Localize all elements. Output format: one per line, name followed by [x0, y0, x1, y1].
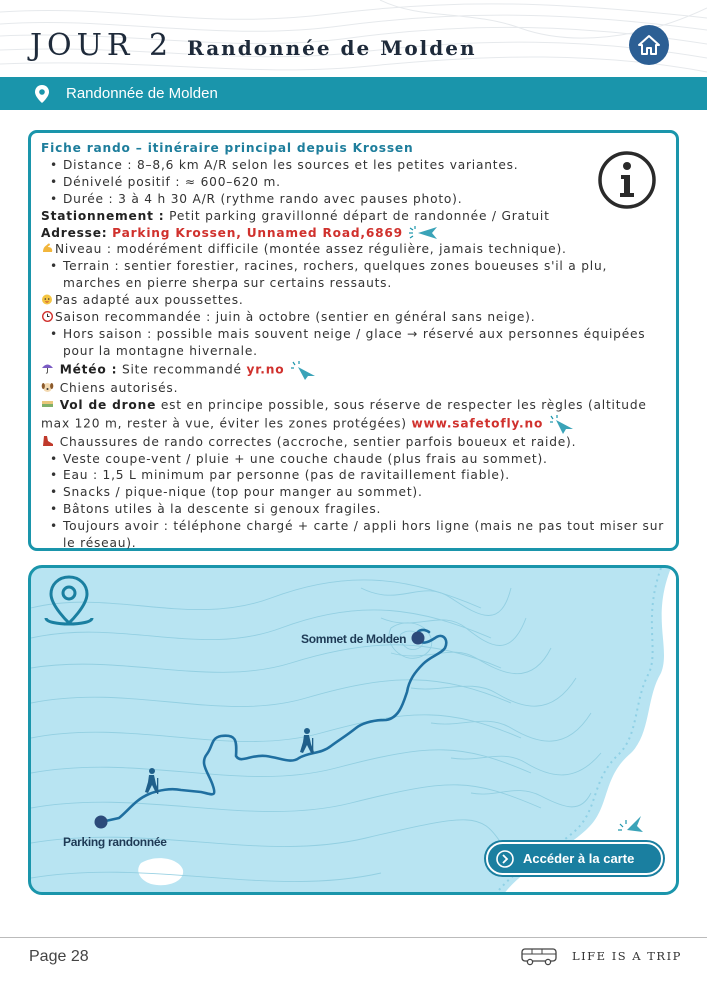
- location-pin-icon: [46, 577, 92, 624]
- list-item: • Toujours avoir : téléphone chargé + carte / appli hors ligne (mais ne pas tout miser sur le réseau).: [50, 519, 665, 551]
- list-item: • Hors saison : possible mais souvent neige / glace → réservé aux personnes équipées pour la montagne hivernale.: [50, 326, 646, 358]
- card-heading: Fiche rando – itinéraire principal depuis Krossen: [41, 141, 414, 155]
- drone-line: Vol de drone est en principe possible, sous réserve de respecter les règles (altitude max 120 m, rester à vue, éviter les zones protégées) www.safetofly.no: [41, 397, 666, 434]
- dog-icon: [41, 381, 54, 393]
- day-title: JOUR 2: [30, 28, 174, 63]
- click-cursor-icon: [408, 225, 438, 241]
- list-item: • Veste coupe-vent / pluie + une couche chaude (plus frais au sommet).: [50, 451, 548, 466]
- hike-info-card: [28, 130, 679, 551]
- brand-name: LIFE IS A TRIP: [572, 949, 682, 963]
- flexed-arm-icon: [41, 242, 54, 254]
- address-line: Adresse: Parking Krossen, Unnamed Road,6869: [41, 225, 666, 242]
- open-map-button[interactable]: [486, 842, 663, 875]
- summit-marker[interactable]: [412, 632, 425, 645]
- parking-label: Parking randonnée: [63, 835, 167, 849]
- yr-link[interactable]: yr.no: [246, 362, 285, 377]
- list-item: • Bâtons utiles à la descente si genoux fragiles.: [50, 502, 382, 517]
- list-item: • Terrain : sentier forestier, racines, rochers, quelques zones boueuses s'il a plu, marches en pierre sherpa sur certains ressauts.: [50, 259, 608, 291]
- open-map-label: Accéder à la carte: [523, 851, 635, 866]
- brand: [520, 946, 682, 966]
- saison-line: Saison recommandée : juin à octobre (sentier en général sans neige).: [41, 309, 666, 326]
- home-button[interactable]: [629, 25, 669, 65]
- list-item: • Dénivelé positif : ≈ 600–620 m.: [50, 174, 281, 189]
- parking-line: Stationnement : Petit parking gravillonné départ de randonnée / Gratuit: [41, 208, 550, 223]
- safetofly-link[interactable]: www.safetofly.no: [411, 416, 544, 431]
- chiens-line: Chiens autorisés.: [41, 380, 666, 397]
- list-item: • Snacks / pique-nique (top pour manger au sommet).: [50, 485, 423, 500]
- hiking-boot-icon: [41, 435, 54, 447]
- umbrella-icon: [41, 362, 54, 374]
- list-item: • Distance : 8–8,6 km A/R selon les sources et les petites variantes.: [50, 157, 519, 172]
- home-icon: [637, 34, 661, 56]
- section-title: Randonnée de Molden: [66, 85, 218, 102]
- parking-marker[interactable]: [95, 816, 108, 829]
- footer-divider: [0, 937, 707, 938]
- list-item: • Eau : 1,5 L minimum par personne (pas de ravitaillement fiable).: [50, 468, 510, 483]
- hiker-icon: [145, 768, 159, 794]
- meteo-line: Météo : Site recommandé yr.no: [41, 360, 666, 380]
- address-link[interactable]: Parking Krossen, Unnamed Road,6869: [112, 225, 403, 240]
- hiker-icon: [300, 728, 314, 754]
- click-cursor-icon: [548, 414, 578, 434]
- summit-label: Sommet de Molden: [301, 632, 407, 646]
- baby-face-icon: [41, 293, 54, 305]
- chaussures-line: Chaussures de rando correctes (accroche, sentier parfois boueux et raide).: [41, 434, 666, 451]
- click-cursor-icon: [289, 360, 319, 380]
- alarm-clock-icon: [41, 310, 54, 322]
- hike-title: Randonnée de Molden: [187, 36, 477, 60]
- hike-map[interactable]: [28, 565, 679, 895]
- chevron-circle-icon: [496, 850, 514, 868]
- list-item: • Durée : 3 à 4 h 30 A/R (rythme rando avec pauses photo).: [50, 191, 463, 206]
- info-icon: [597, 150, 657, 210]
- section-bar: [0, 77, 707, 110]
- drone-icon: [41, 398, 54, 410]
- page-title: [30, 28, 477, 63]
- page-number: Page 28: [29, 948, 89, 965]
- van-icon: [520, 946, 558, 966]
- niveau-line: Niveau : modérément difficile (montée assez régulière, jamais technique).: [41, 241, 666, 258]
- location-pin-icon: [34, 84, 50, 104]
- poussettes-line: Pas adapté aux poussettes.: [41, 292, 666, 309]
